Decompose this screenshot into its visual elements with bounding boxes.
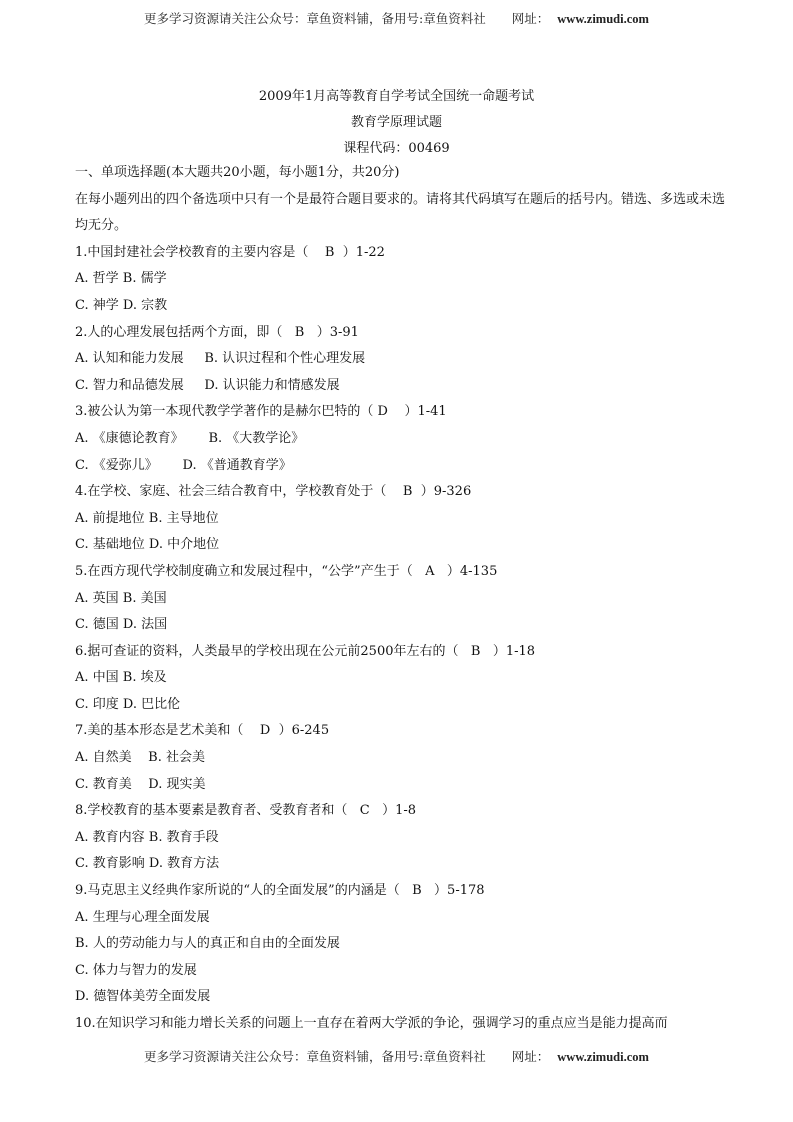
question-option: C. 教育美 D. 现实美 <box>75 776 206 792</box>
banner-url-link[interactable]: www.zimudi.com <box>557 1050 649 1064</box>
question-option: A. 中国 B. 埃及 <box>75 670 167 686</box>
question-stem: 2.人的心理发展包括两个方面，即（ B ）3-91 <box>75 324 359 340</box>
question-stem: 8.学校教育的基本要素是教育者、受教育者和（ C ）1-8 <box>75 803 417 819</box>
question-option: C. 体力与智力的发展 <box>75 962 197 978</box>
question-option: C. 神学 D. 宗教 <box>75 297 168 313</box>
question-option: C. 教育影响 D. 教育方法 <box>75 856 220 872</box>
question-option: A. 前提地位 B. 主导地位 <box>75 510 219 526</box>
exam-subtitle: 教育学原理试题 <box>350 115 442 130</box>
question-option: A. 哲学 B. 儒学 <box>75 271 167 287</box>
banner-text: 更多学习资源请关注公众号：章鱼资料铺，备用号:章鱼资料社 <box>144 11 486 26</box>
section-instructions: 在每小题列出的四个备选项中只有一个是最符合题目要求的。请将其代码填写在题后的括号内。错选、多选或未选均无分。 <box>75 191 726 234</box>
question-option: A. 《康德论教育》 B. 《大教学论》 <box>75 430 305 446</box>
banner-url-label: 网址： <box>511 11 550 26</box>
question-stem: 7.美的基本形态是艺术美和（ D ）6-245 <box>75 723 330 739</box>
top-banner <box>0 9 793 27</box>
question-option: C. 《爱弥儿》 D. 《普通教育学》 <box>75 457 292 473</box>
banner-url-link[interactable]: www.zimudi.com <box>557 12 649 26</box>
exam-title: 2009年1月高等教育自学考试全国统一命题考试 <box>258 89 535 104</box>
section-heading: 一、单项选择题(本大题共20小题，每小题1分，共20分) <box>75 165 400 180</box>
question-option: C. 德国 D. 法国 <box>75 617 168 633</box>
question-stem: 3.被公认为第一本现代教学学著作的是赫尔巴特的（ D ）1-41 <box>75 404 447 420</box>
question-list <box>75 240 725 1038</box>
banner-url-label: 网址： <box>511 1049 550 1064</box>
question-option: B. 人的劳动能力与人的真正和自由的全面发展 <box>75 936 340 952</box>
bottom-banner <box>0 1047 793 1065</box>
question-option: A. 英国 B. 美国 <box>75 590 167 606</box>
question-stem: 4.在学校、家庭、社会三结合教育中，学校教育处于（ B ）9-326 <box>75 484 472 500</box>
document-header <box>0 84 793 162</box>
question-option: A. 生理与心理全面发展 <box>75 909 210 925</box>
question-stem: 6.据可查证的资料，人类最早的学校出现在公元前2500年左右的（ B ）1-18 <box>75 643 536 659</box>
question-option: C. 智力和品德发展 D. 认识能力和情感发展 <box>75 377 340 393</box>
question-option: C. 基础地位 D. 中介地位 <box>75 537 220 553</box>
question-option: C. 印度 D. 巴比伦 <box>75 696 181 712</box>
banner-text: 更多学习资源请关注公众号：章鱼资料铺，备用号:章鱼资料社 <box>144 1049 486 1064</box>
question-option: D. 德智体美劳全面发展 <box>75 989 211 1005</box>
question-stem: 1.中国封建社会学校教育的主要内容是（ B ）1-22 <box>75 244 385 260</box>
question-stem: 10.在知识学习和能力增长关系的问题上一直存在着两大学派的争论，强调学习的重点应当是能力提高而 <box>75 1016 668 1031</box>
question-option: A. 认知和能力发展 B. 认识过程和个性心理发展 <box>75 351 366 367</box>
document-body <box>75 160 725 1038</box>
question-stem: 9.马克思主义经典作家所说的“人的全面发展”的内涵是（ B ）5-178 <box>75 883 485 899</box>
question-option: A. 自然美 B. 社会美 <box>75 750 206 766</box>
question-option: A. 教育内容 B. 教育手段 <box>75 829 219 845</box>
question-stem: 5.在西方现代学校制度确立和发展过程中，“公学”产生于（ A ）4-135 <box>75 563 498 579</box>
course-code: 课程代码：00469 <box>343 141 450 156</box>
